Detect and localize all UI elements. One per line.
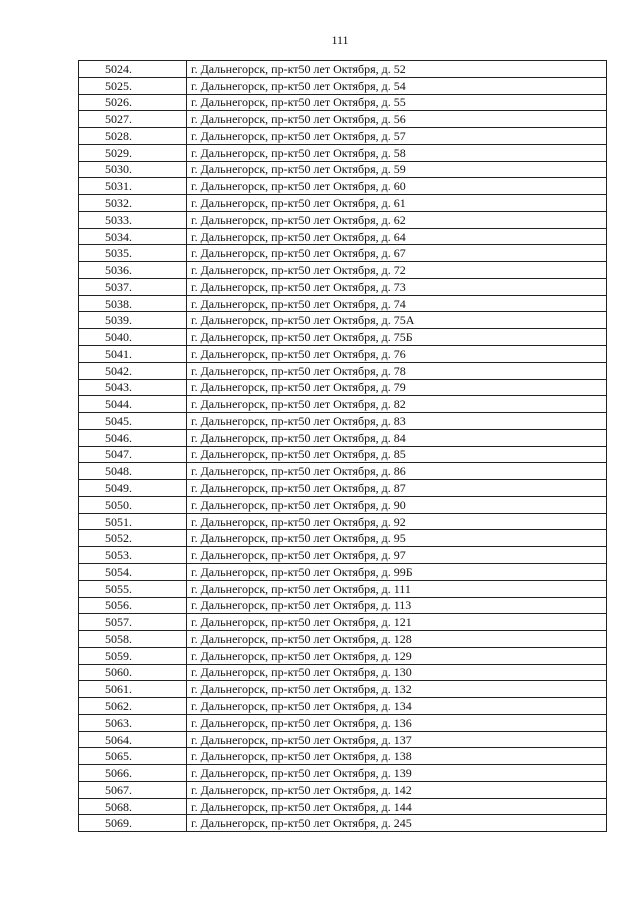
row-address: г. Дальнегорск, пр-кт50 лет Октября, д. 121 xyxy=(187,614,607,631)
table-row xyxy=(79,765,607,782)
row-number: 5026. xyxy=(79,94,187,111)
table-row xyxy=(79,61,607,78)
row-number: 5059. xyxy=(79,647,187,664)
address-table-body xyxy=(79,61,607,832)
table-row xyxy=(79,530,607,547)
row-number: 5044. xyxy=(79,396,187,413)
row-number: 5054. xyxy=(79,563,187,580)
table-row xyxy=(79,262,607,279)
row-address: г. Дальнегорск, пр-кт50 лет Октября, д. 76 xyxy=(187,346,607,363)
table-row xyxy=(79,748,607,765)
row-address: г. Дальнегорск, пр-кт50 лет Октября, д. 86 xyxy=(187,463,607,480)
row-address: г. Дальнегорск, пр-кт50 лет Октября, д. 92 xyxy=(187,513,607,530)
table-row xyxy=(79,144,607,161)
row-address: г. Дальнегорск, пр-кт50 лет Октября, д. 84 xyxy=(187,429,607,446)
row-number: 5058. xyxy=(79,631,187,648)
row-number: 5036. xyxy=(79,262,187,279)
row-number: 5056. xyxy=(79,597,187,614)
row-address: г. Дальнегорск, пр-кт50 лет Октября, д. 130 xyxy=(187,664,607,681)
row-number: 5038. xyxy=(79,295,187,312)
row-number: 5040. xyxy=(79,329,187,346)
row-address: г. Дальнегорск, пр-кт50 лет Октября, д. 75Б xyxy=(187,329,607,346)
row-address: г. Дальнегорск, пр-кт50 лет Октября, д. 56 xyxy=(187,111,607,128)
table-row xyxy=(79,446,607,463)
table-row xyxy=(79,111,607,128)
table-row xyxy=(79,781,607,798)
row-number: 5029. xyxy=(79,144,187,161)
row-address: г. Дальнегорск, пр-кт50 лет Октября, д. 132 xyxy=(187,681,607,698)
row-address: г. Дальнегорск, пр-кт50 лет Октября, д. 99Б xyxy=(187,563,607,580)
row-address: г. Дальнегорск, пр-кт50 лет Октября, д. 142 xyxy=(187,781,607,798)
table-row xyxy=(79,681,607,698)
row-number: 5065. xyxy=(79,748,187,765)
row-address: г. Дальнегорск, пр-кт50 лет Октября, д. 111 xyxy=(187,580,607,597)
table-row xyxy=(79,245,607,262)
row-address: г. Дальнегорск, пр-кт50 лет Октября, д. 139 xyxy=(187,765,607,782)
row-address: г. Дальнегорск, пр-кт50 лет Октября, д. 64 xyxy=(187,228,607,245)
row-number: 5066. xyxy=(79,765,187,782)
row-address: г. Дальнегорск, пр-кт50 лет Октября, д. 58 xyxy=(187,144,607,161)
row-number: 5063. xyxy=(79,714,187,731)
row-address: г. Дальнегорск, пр-кт50 лет Октября, д. 73 xyxy=(187,278,607,295)
table-row xyxy=(79,480,607,497)
row-number: 5049. xyxy=(79,480,187,497)
row-address: г. Дальнегорск, пр-кт50 лет Октября, д. 90 xyxy=(187,496,607,513)
row-number: 5033. xyxy=(79,211,187,228)
table-row xyxy=(79,94,607,111)
row-number: 5051. xyxy=(79,513,187,530)
row-address: г. Дальнегорск, пр-кт50 лет Октября, д. 62 xyxy=(187,211,607,228)
table-row xyxy=(79,614,607,631)
row-address: г. Дальнегорск, пр-кт50 лет Октября, д. 74 xyxy=(187,295,607,312)
table-row xyxy=(79,815,607,832)
table-row xyxy=(79,211,607,228)
row-number: 5042. xyxy=(79,362,187,379)
row-number: 5043. xyxy=(79,379,187,396)
table-row xyxy=(79,580,607,597)
row-number: 5035. xyxy=(79,245,187,262)
table-row xyxy=(79,128,607,145)
row-address: г. Дальнегорск, пр-кт50 лет Октября, д. 57 xyxy=(187,128,607,145)
row-number: 5032. xyxy=(79,195,187,212)
table-row xyxy=(79,278,607,295)
row-address: г. Дальнегорск, пр-кт50 лет Октября, д. 55 xyxy=(187,94,607,111)
row-address: г. Дальнегорск, пр-кт50 лет Октября, д. 144 xyxy=(187,798,607,815)
row-address: г. Дальнегорск, пр-кт50 лет Октября, д. 72 xyxy=(187,262,607,279)
table-row xyxy=(79,698,607,715)
row-address: г. Дальнегорск, пр-кт50 лет Октября, д. 129 xyxy=(187,647,607,664)
row-number: 5028. xyxy=(79,128,187,145)
row-address: г. Дальнегорск, пр-кт50 лет Октября, д. 134 xyxy=(187,698,607,715)
row-address: г. Дальнегорск, пр-кт50 лет Октября, д. 78 xyxy=(187,362,607,379)
row-number: 5067. xyxy=(79,781,187,798)
table-row xyxy=(79,346,607,363)
row-address: г. Дальнегорск, пр-кт50 лет Октября, д. 245 xyxy=(187,815,607,832)
row-address: г. Дальнегорск, пр-кт50 лет Октября, д. 85 xyxy=(187,446,607,463)
row-address: г. Дальнегорск, пр-кт50 лет Октября, д. 79 xyxy=(187,379,607,396)
row-number: 5030. xyxy=(79,161,187,178)
row-address: г. Дальнегорск, пр-кт50 лет Октября, д. 54 xyxy=(187,77,607,94)
row-number: 5060. xyxy=(79,664,187,681)
table-row xyxy=(79,228,607,245)
row-address: г. Дальнегорск, пр-кт50 лет Октября, д. 83 xyxy=(187,413,607,430)
row-number: 5025. xyxy=(79,77,187,94)
row-number: 5064. xyxy=(79,731,187,748)
row-number: 5039. xyxy=(79,312,187,329)
row-number: 5027. xyxy=(79,111,187,128)
table-row xyxy=(79,597,607,614)
table-row xyxy=(79,161,607,178)
table-row xyxy=(79,295,607,312)
address-table xyxy=(78,60,607,832)
table-row xyxy=(79,362,607,379)
row-address: г. Дальнегорск, пр-кт50 лет Октября, д. 59 xyxy=(187,161,607,178)
row-number: 5061. xyxy=(79,681,187,698)
table-row xyxy=(79,647,607,664)
row-number: 5024. xyxy=(79,61,187,78)
table-row xyxy=(79,563,607,580)
row-address: г. Дальнегорск, пр-кт50 лет Октября, д. 60 xyxy=(187,178,607,195)
row-number: 5047. xyxy=(79,446,187,463)
table-row xyxy=(79,631,607,648)
row-address: г. Дальнегорск, пр-кт50 лет Октября, д. 137 xyxy=(187,731,607,748)
row-number: 5069. xyxy=(79,815,187,832)
row-address: г. Дальнегорск, пр-кт50 лет Октября, д. 95 xyxy=(187,530,607,547)
row-number: 5041. xyxy=(79,346,187,363)
table-row xyxy=(79,664,607,681)
row-number: 5062. xyxy=(79,698,187,715)
row-number: 5034. xyxy=(79,228,187,245)
table-row xyxy=(79,513,607,530)
row-number: 5057. xyxy=(79,614,187,631)
table-row xyxy=(79,178,607,195)
row-address: г. Дальнегорск, пр-кт50 лет Октября, д. 61 xyxy=(187,195,607,212)
row-address: г. Дальнегорск, пр-кт50 лет Октября, д. 97 xyxy=(187,547,607,564)
table-row xyxy=(79,731,607,748)
row-number: 5031. xyxy=(79,178,187,195)
table-row xyxy=(79,396,607,413)
table-row xyxy=(79,413,607,430)
table-row xyxy=(79,329,607,346)
row-number: 5053. xyxy=(79,547,187,564)
row-address: г. Дальнегорск, пр-кт50 лет Октября, д. 87 xyxy=(187,480,607,497)
row-address: г. Дальнегорск, пр-кт50 лет Октября, д. 113 xyxy=(187,597,607,614)
row-address: г. Дальнегорск, пр-кт50 лет Октября, д. 136 xyxy=(187,714,607,731)
row-address: г. Дальнегорск, пр-кт50 лет Октября, д. 52 xyxy=(187,61,607,78)
row-number: 5052. xyxy=(79,530,187,547)
row-number: 5046. xyxy=(79,429,187,446)
table-row xyxy=(79,714,607,731)
row-address: г. Дальнегорск, пр-кт50 лет Октября, д. 75А xyxy=(187,312,607,329)
table-row xyxy=(79,195,607,212)
table-row xyxy=(79,77,607,94)
row-number: 5055. xyxy=(79,580,187,597)
table-row xyxy=(79,379,607,396)
row-address: г. Дальнегорск, пр-кт50 лет Октября, д. 82 xyxy=(187,396,607,413)
table-row xyxy=(79,312,607,329)
page-number: 111 xyxy=(331,33,349,47)
row-address: г. Дальнегорск, пр-кт50 лет Октября, д. 128 xyxy=(187,631,607,648)
row-number: 5050. xyxy=(79,496,187,513)
row-number: 5048. xyxy=(79,463,187,480)
row-address: г. Дальнегорск, пр-кт50 лет Октября, д. 138 xyxy=(187,748,607,765)
table-row xyxy=(79,798,607,815)
row-address: г. Дальнегорск, пр-кт50 лет Октября, д. 67 xyxy=(187,245,607,262)
table-row xyxy=(79,496,607,513)
row-number: 5045. xyxy=(79,413,187,430)
row-number: 5037. xyxy=(79,278,187,295)
table-row xyxy=(79,463,607,480)
row-number: 5068. xyxy=(79,798,187,815)
table-row xyxy=(79,547,607,564)
table-row xyxy=(79,429,607,446)
